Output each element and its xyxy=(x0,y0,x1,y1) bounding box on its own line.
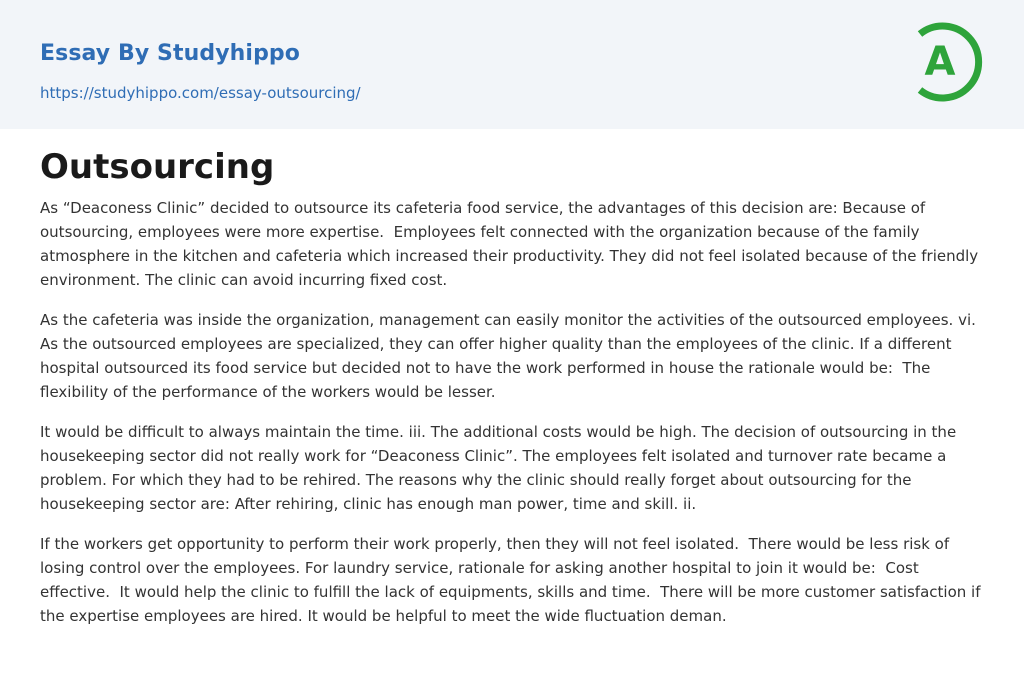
brand-title[interactable]: Essay By Studyhippo xyxy=(40,41,300,66)
paragraph-4: If the workers get opportunity to perform their work properly, then they will not feel isolated. There would be less risk of losing control over the employees. For laundry service, rationale for asking another hospital to join it would be: Cost effective. It would help the clinic to fulfill the lack of equipments, skills and time. There will be more customer satisfaction if the expertise employees are hired. It would be helpful to meet the wide fluctuation deman. xyxy=(40,535,986,625)
paragraph-2: As the cafeteria was inside the organization, management can easily monitor the activities of the outsourced employees. vi. As the outsourced employees are specialized, they can offer higher quality than the employees of the clinic. If a different hospital outsourced its food service but decided not to have the work performed in house the rationale would be: The flexibility of the performance of the workers would be lesser. xyxy=(40,311,981,401)
logo-letter: A xyxy=(924,39,956,85)
paragraph-1: As “Deaconess Clinic” decided to outsource its cafeteria food service, the advantages of this decision are: Because of outsourcing, employees were more expertise. Employees felt connected with the organization because of the family atmosphere in the kitchen and cafeteria which increased their productivity. They did not feel isolated because of the friendly environment. The clinic can avoid incurring fixed cost. xyxy=(40,199,983,289)
studyhippo-logo-icon[interactable] xyxy=(912,18,986,106)
site-header xyxy=(0,0,1024,129)
essay-url-link[interactable]: https://studyhippo.com/essay-outsourcing/ xyxy=(40,84,361,102)
page-title: Outsourcing xyxy=(40,147,275,187)
article xyxy=(40,144,986,644)
paragraph-3: It would be difficult to always maintain the time. iii. The additional costs would be high. The decision of outsourcing in the housekeeping sector did not really work for “Deaconess Clinic”. The employees felt isolated and turnover rate became a problem. For which they had to be rehired. The reasons why the clinic should really forget about outsourcing for the housekeeping sector are: After rehiring, clinic has enough man power, time and skill. ii. xyxy=(40,423,961,513)
